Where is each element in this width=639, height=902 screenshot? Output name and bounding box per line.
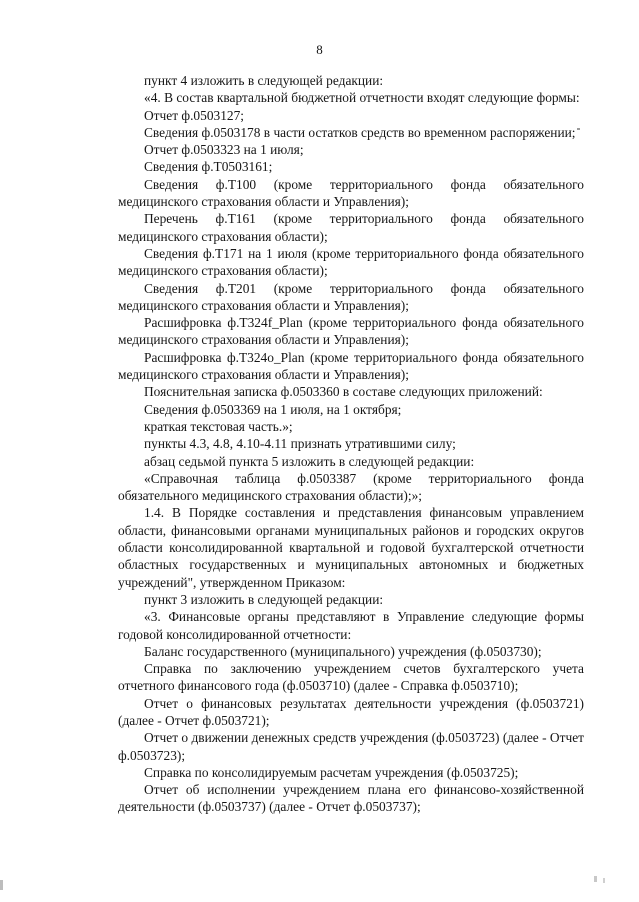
paragraph: Отчет о финансовых результатах деятельности учреждения (ф.0503721) (далее - Отчет ф.0503721);: [118, 695, 584, 728]
paragraph: Расшифровка ф.Т324f_Plan (кроме территориального фонда обязательного медицинского страхования области и Управления);: [118, 315, 584, 348]
paragraph: Отчет ф.0503323 на 1 июля;: [144, 142, 304, 158]
paragraph: Сведения ф.Т0503161;: [144, 159, 273, 175]
paragraph: Сведения ф.Т171 на 1 июля (кроме территориального фонда обязательного медицинского страхования области);: [118, 245, 584, 279]
paragraph: Отчет о движении денежных средств учреждения (ф.0503723) (далее - Отчет ф.0503723);: [118, 730, 584, 763]
paragraph: Отчет ф.0503127;: [144, 107, 245, 123]
paragraph: краткая текстовая часть.»;: [144, 418, 293, 434]
paragraph: пункт 4 изложить в следующей редакции:: [144, 73, 384, 88]
paragraph: Справка по консолидируемым расчетам учреждения (ф.0503725);: [144, 764, 519, 780]
paragraph: «3. Финансовые органы представляют в Управление следующие формы годовой консолидированной отчетности:: [118, 609, 584, 642]
paragraph: Отчет об исполнении учреждением плана его финансово-хозяйственной деятельности (ф.0503737) (далее - Отчет ф.0503737);: [118, 782, 584, 815]
paragraph: Сведения ф.Т201 (кроме территориального фонда обязательного медицинского страхования области и Управления);: [118, 280, 584, 313]
paragraph: 1.4. В Порядке составления и представления финансовым управлением области, финансовыми органами муниципальных районов и городских округов области консолидированной квартальной и годовой бухгалтерской отчетности областных государственных и муниципальных автономных и бюджетных учреждений", утвержденном Приказом:: [118, 505, 584, 590]
paragraph: Перечень ф.Т161 (кроме территориального фонда обязательного медицинского страхования области);: [118, 211, 584, 244]
paragraph: Сведения ф.0503369 на 1 июля, на 1 октября;: [144, 401, 402, 417]
paragraph: «4. В состав квартальной бюджетной отчетности входят следующие формы:: [144, 90, 580, 106]
paragraph: Пояснительная записка ф.0503360 в составе следующих приложений:: [144, 384, 543, 400]
paragraph: Сведения ф.0503178 в части остатков средств во временном распоряжении;: [144, 124, 576, 140]
paragraph: пункты 4.3, 4.8, 4.10-4.11 признать утратившими силу;: [144, 436, 456, 452]
scan-smudge: [603, 878, 605, 883]
scan-smudge: [594, 876, 597, 882]
paragraph: Баланс государственного (муниципального) учреждения (ф.0503730);: [144, 643, 542, 659]
page-number: 8: [316, 42, 323, 57]
paragraph: Сведения ф.Т100 (кроме территориального фонда обязательного медицинского страхования области и Управления);: [118, 176, 584, 210]
scan-smudge: [0, 880, 3, 890]
scan-smudge: [577, 128, 580, 130]
paragraph: пункт 3 изложить в следующей редакции:: [144, 591, 384, 607]
paragraph: Справка по заключению учреждением счетов бухгалтерского учета отчетного финансового года (ф.0503710) (далее - Справка ф.0503710);: [118, 661, 584, 694]
paragraph: Расшифровка ф.Т324o_Plan (кроме территориального фонда обязательного медицинского страхования области и Управления);: [118, 349, 584, 383]
document-body: [118, 72, 584, 816]
paragraph: абзац седьмой пункта 5 изложить в следующей редакции:: [144, 453, 475, 469]
paragraph: «Справочная таблица ф.0503387 (кроме территориального фонда обязательного медицинского страхования области);»;: [118, 470, 584, 504]
